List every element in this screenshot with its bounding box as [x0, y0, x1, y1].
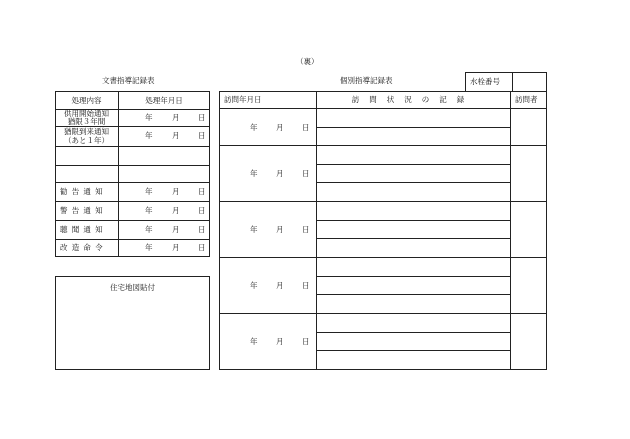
- left-header-date: 処理年月日: [145, 96, 183, 105]
- right-group-line: [219, 201, 547, 202]
- date-month: 月: [172, 206, 180, 215]
- date-day: 日: [302, 337, 310, 346]
- right-group-line: [219, 257, 547, 258]
- left-row-content-line1: 猶限到来通知: [64, 127, 109, 136]
- date-month: 月: [276, 225, 284, 234]
- date-day: 日: [198, 243, 206, 252]
- date-year: 年: [145, 113, 153, 122]
- right-header-line: [219, 108, 547, 109]
- record-line: [316, 164, 510, 165]
- left-table-title: 文書指導記録表: [102, 76, 155, 85]
- date-month: 月: [172, 187, 180, 196]
- date-year: 年: [145, 225, 153, 234]
- left-row-content-line1: 供用開始通知: [64, 109, 109, 118]
- right-col-divider: [510, 91, 511, 370]
- record-line: [316, 238, 510, 239]
- record-line: [316, 350, 510, 351]
- date-year: 年: [145, 206, 153, 215]
- left-row-line: [55, 239, 210, 240]
- date-day: 日: [198, 113, 206, 122]
- date-day: 日: [302, 281, 310, 290]
- date-day: 日: [198, 131, 206, 140]
- right-header-visit-date: 訪問年月日: [224, 95, 262, 104]
- record-line: [316, 332, 510, 333]
- date-year: 年: [250, 337, 258, 346]
- right-group-line: [219, 145, 547, 146]
- map-attachment-label: 住宅地図貼付: [110, 283, 155, 292]
- date-day: 日: [302, 123, 310, 132]
- date-month: 月: [172, 225, 180, 234]
- meter-number-divider: [512, 72, 513, 92]
- record-line: [316, 276, 510, 277]
- left-row-line: [55, 165, 210, 166]
- date-year: 年: [250, 225, 258, 234]
- left-row-line: [55, 220, 210, 221]
- date-day: 日: [302, 169, 310, 178]
- right-group-line: [219, 313, 547, 314]
- right-table-frame: [219, 91, 547, 370]
- page-side-label: （裏）: [296, 57, 319, 66]
- date-month: 月: [172, 243, 180, 252]
- record-line: [316, 220, 510, 221]
- right-table-title: 個別指導記録表: [340, 76, 393, 85]
- date-year: 年: [250, 169, 258, 178]
- date-day: 日: [198, 206, 206, 215]
- date-year: 年: [145, 187, 153, 196]
- date-month: 月: [276, 123, 284, 132]
- record-line: [316, 182, 510, 183]
- date-month: 月: [172, 113, 180, 122]
- right-header-visit-record: 訪問状況の記録: [351, 95, 475, 104]
- left-header-content: 処理内容: [71, 96, 102, 105]
- date-day: 日: [302, 225, 310, 234]
- left-table-col-divider: [118, 91, 119, 257]
- date-day: 日: [198, 225, 206, 234]
- meter-number-label: 水栓番号: [470, 77, 500, 86]
- date-month: 月: [276, 337, 284, 346]
- right-col-divider: [316, 91, 317, 370]
- left-row-content: 警告通知: [60, 206, 107, 215]
- date-day: 日: [198, 187, 206, 196]
- date-year: 年: [250, 123, 258, 132]
- date-month: 月: [276, 169, 284, 178]
- record-line: [316, 127, 510, 128]
- left-row-line: [55, 201, 210, 202]
- date-month: 月: [172, 131, 180, 140]
- record-line: [316, 294, 510, 295]
- left-row-content-line2: （あと１年）: [64, 136, 109, 145]
- left-row-content: 勧告通知: [60, 187, 107, 196]
- left-row-content-line2: 猶限３年間: [67, 117, 106, 126]
- date-year: 年: [145, 243, 153, 252]
- date-year: 年: [145, 131, 153, 140]
- date-month: 月: [276, 281, 284, 290]
- left-row-content: 聴聞通知: [60, 225, 107, 234]
- left-row-line: [55, 146, 210, 147]
- left-row-line: [55, 182, 210, 183]
- right-header-visitor: 訪問者: [515, 95, 538, 104]
- left-row-content: 改造命令: [60, 243, 107, 252]
- date-year: 年: [250, 281, 258, 290]
